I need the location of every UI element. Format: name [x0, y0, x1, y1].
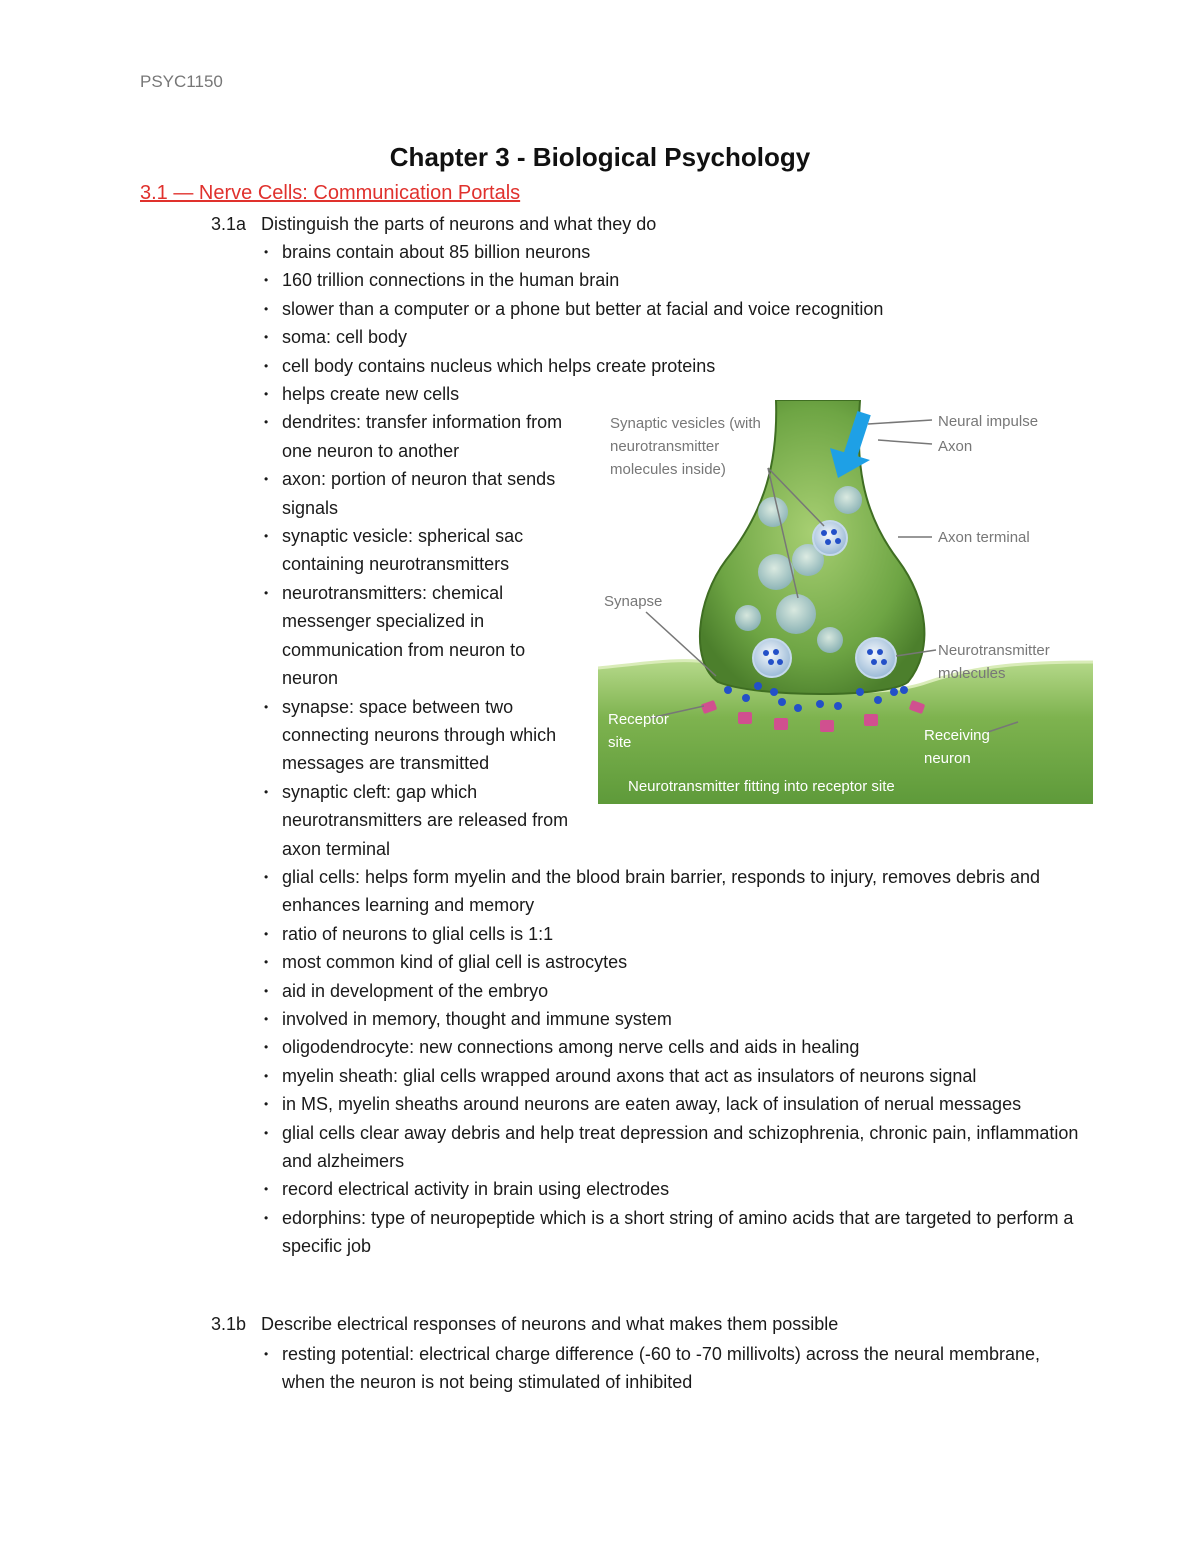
- list-item: • aid in development of the embryo: [264, 977, 1082, 1005]
- list-item: • glial cells clear away debris and help treat depression and schizophrenia, chronic pain, inflammation and alzheimers: [264, 1119, 1082, 1176]
- list-item: • 160 trillion connections in the human brain: [264, 266, 1082, 294]
- vesicle: [758, 497, 788, 527]
- list-item: • ratio of neurons to glial cells is 1:1: [264, 920, 1082, 948]
- label-vesicles-line3: molecules inside): [610, 461, 726, 478]
- vesicle-with-molecules: [813, 521, 847, 555]
- subsection-text: Distinguish the parts of neurons and what they do: [261, 214, 657, 234]
- vesicle: [776, 594, 816, 634]
- page-title: Chapter 3 - Biological Psychology: [389, 142, 811, 172]
- docked-vesicle: [753, 639, 791, 677]
- list-item: • myelin sheath: glial cells wrapped around axons that act as insulators of neurons signal: [264, 1062, 1082, 1090]
- list-item: • neurotransmitters: chemical messenger specialized in communication from neuron to neuron: [264, 579, 572, 693]
- list-item: • edorphins: type of neuropeptide which is a short string of amino acids that are targeted to perform a specific job: [264, 1204, 1082, 1261]
- label-receiving-line1: Receiving: [924, 727, 990, 744]
- bullet-list-3-1b: [264, 1340, 1062, 1397]
- list-item: • synapse: space between two connecting neurons through which messages are transmitted: [264, 693, 572, 778]
- course-code: PSYC1150: [140, 72, 223, 91]
- label-neural-impulse: Neural impulse: [938, 413, 1039, 430]
- label-nt-molecules-line2: molecules: [938, 665, 1006, 682]
- list-item: • synaptic vesicle: spherical sac containing neurotransmitters: [264, 522, 572, 579]
- list-item: • cell body contains nucleus which helps create proteins: [264, 352, 1082, 380]
- subsection-3-1a: [211, 214, 656, 235]
- figure-caption: Neurotransmitter fitting into receptor site: [628, 778, 895, 795]
- subsection-number: 3.1a: [211, 214, 247, 234]
- section-heading: 3.1 — Nerve Cells: Communication Portals: [140, 182, 521, 204]
- list-item: • in MS, myelin sheaths around neurons are eaten away, lack of insulation of nerual messages: [264, 1090, 1082, 1118]
- list-item: • involved in memory, thought and immune system: [264, 1005, 1082, 1033]
- label-receptor-line1: Receptor: [608, 711, 669, 728]
- docked-vesicle: [856, 638, 896, 678]
- list-item: • synaptic cleft: gap which neurotransmitters are released from axon terminal: [264, 778, 572, 863]
- list-item: • soma: cell body: [264, 323, 1082, 351]
- vesicle: [817, 627, 843, 653]
- list-item: • slower than a computer or a phone but better at facial and voice recognition: [264, 295, 1082, 323]
- label-receptor-line2: site: [608, 734, 632, 751]
- list-item: • brains contain about 85 billion neurons: [264, 238, 1082, 266]
- list-item: • glial cells: helps form myelin and the blood brain barrier, responds to injury, removes debris and enhances learning and memory: [264, 863, 1082, 920]
- label-vesicles-line1: Synaptic vesicles (with: [610, 415, 761, 432]
- list-item: • most common kind of glial cell is astrocytes: [264, 948, 1082, 976]
- label-vesicles-line2: neurotransmitter: [610, 438, 720, 455]
- list-item: • resting potential: electrical charge difference (-60 to -70 millivolts) across the neural membrane, when the neuron is not being stimulated of inhibited: [264, 1340, 1062, 1397]
- vesicle: [834, 486, 862, 514]
- list-item: • record electrical activity in brain using electrodes: [264, 1175, 1082, 1203]
- synapse-diagram: [598, 400, 1093, 804]
- label-receiving-line2: neuron: [924, 750, 971, 767]
- subsection-number: 3.1b: [211, 1314, 247, 1334]
- label-axon: Axon: [938, 438, 973, 455]
- list-item: • dendrites: transfer information from one neuron to another: [264, 408, 572, 465]
- vesicle: [735, 605, 761, 631]
- list-item: • oligodendrocyte: new connections among nerve cells and aids in healing: [264, 1033, 1082, 1061]
- subsection-text: Describe electrical responses of neurons and what makes them possible: [261, 1314, 839, 1334]
- subsection-3-1b: [211, 1314, 838, 1335]
- label-synapse: Synapse: [604, 593, 663, 610]
- label-axon-terminal: Axon terminal: [938, 529, 1030, 546]
- list-item: • axon: portion of neuron that sends signals: [264, 465, 572, 522]
- label-nt-molecules-line1: Neurotransmitter: [938, 642, 1050, 659]
- list-item: • helps create new cells: [264, 380, 1082, 408]
